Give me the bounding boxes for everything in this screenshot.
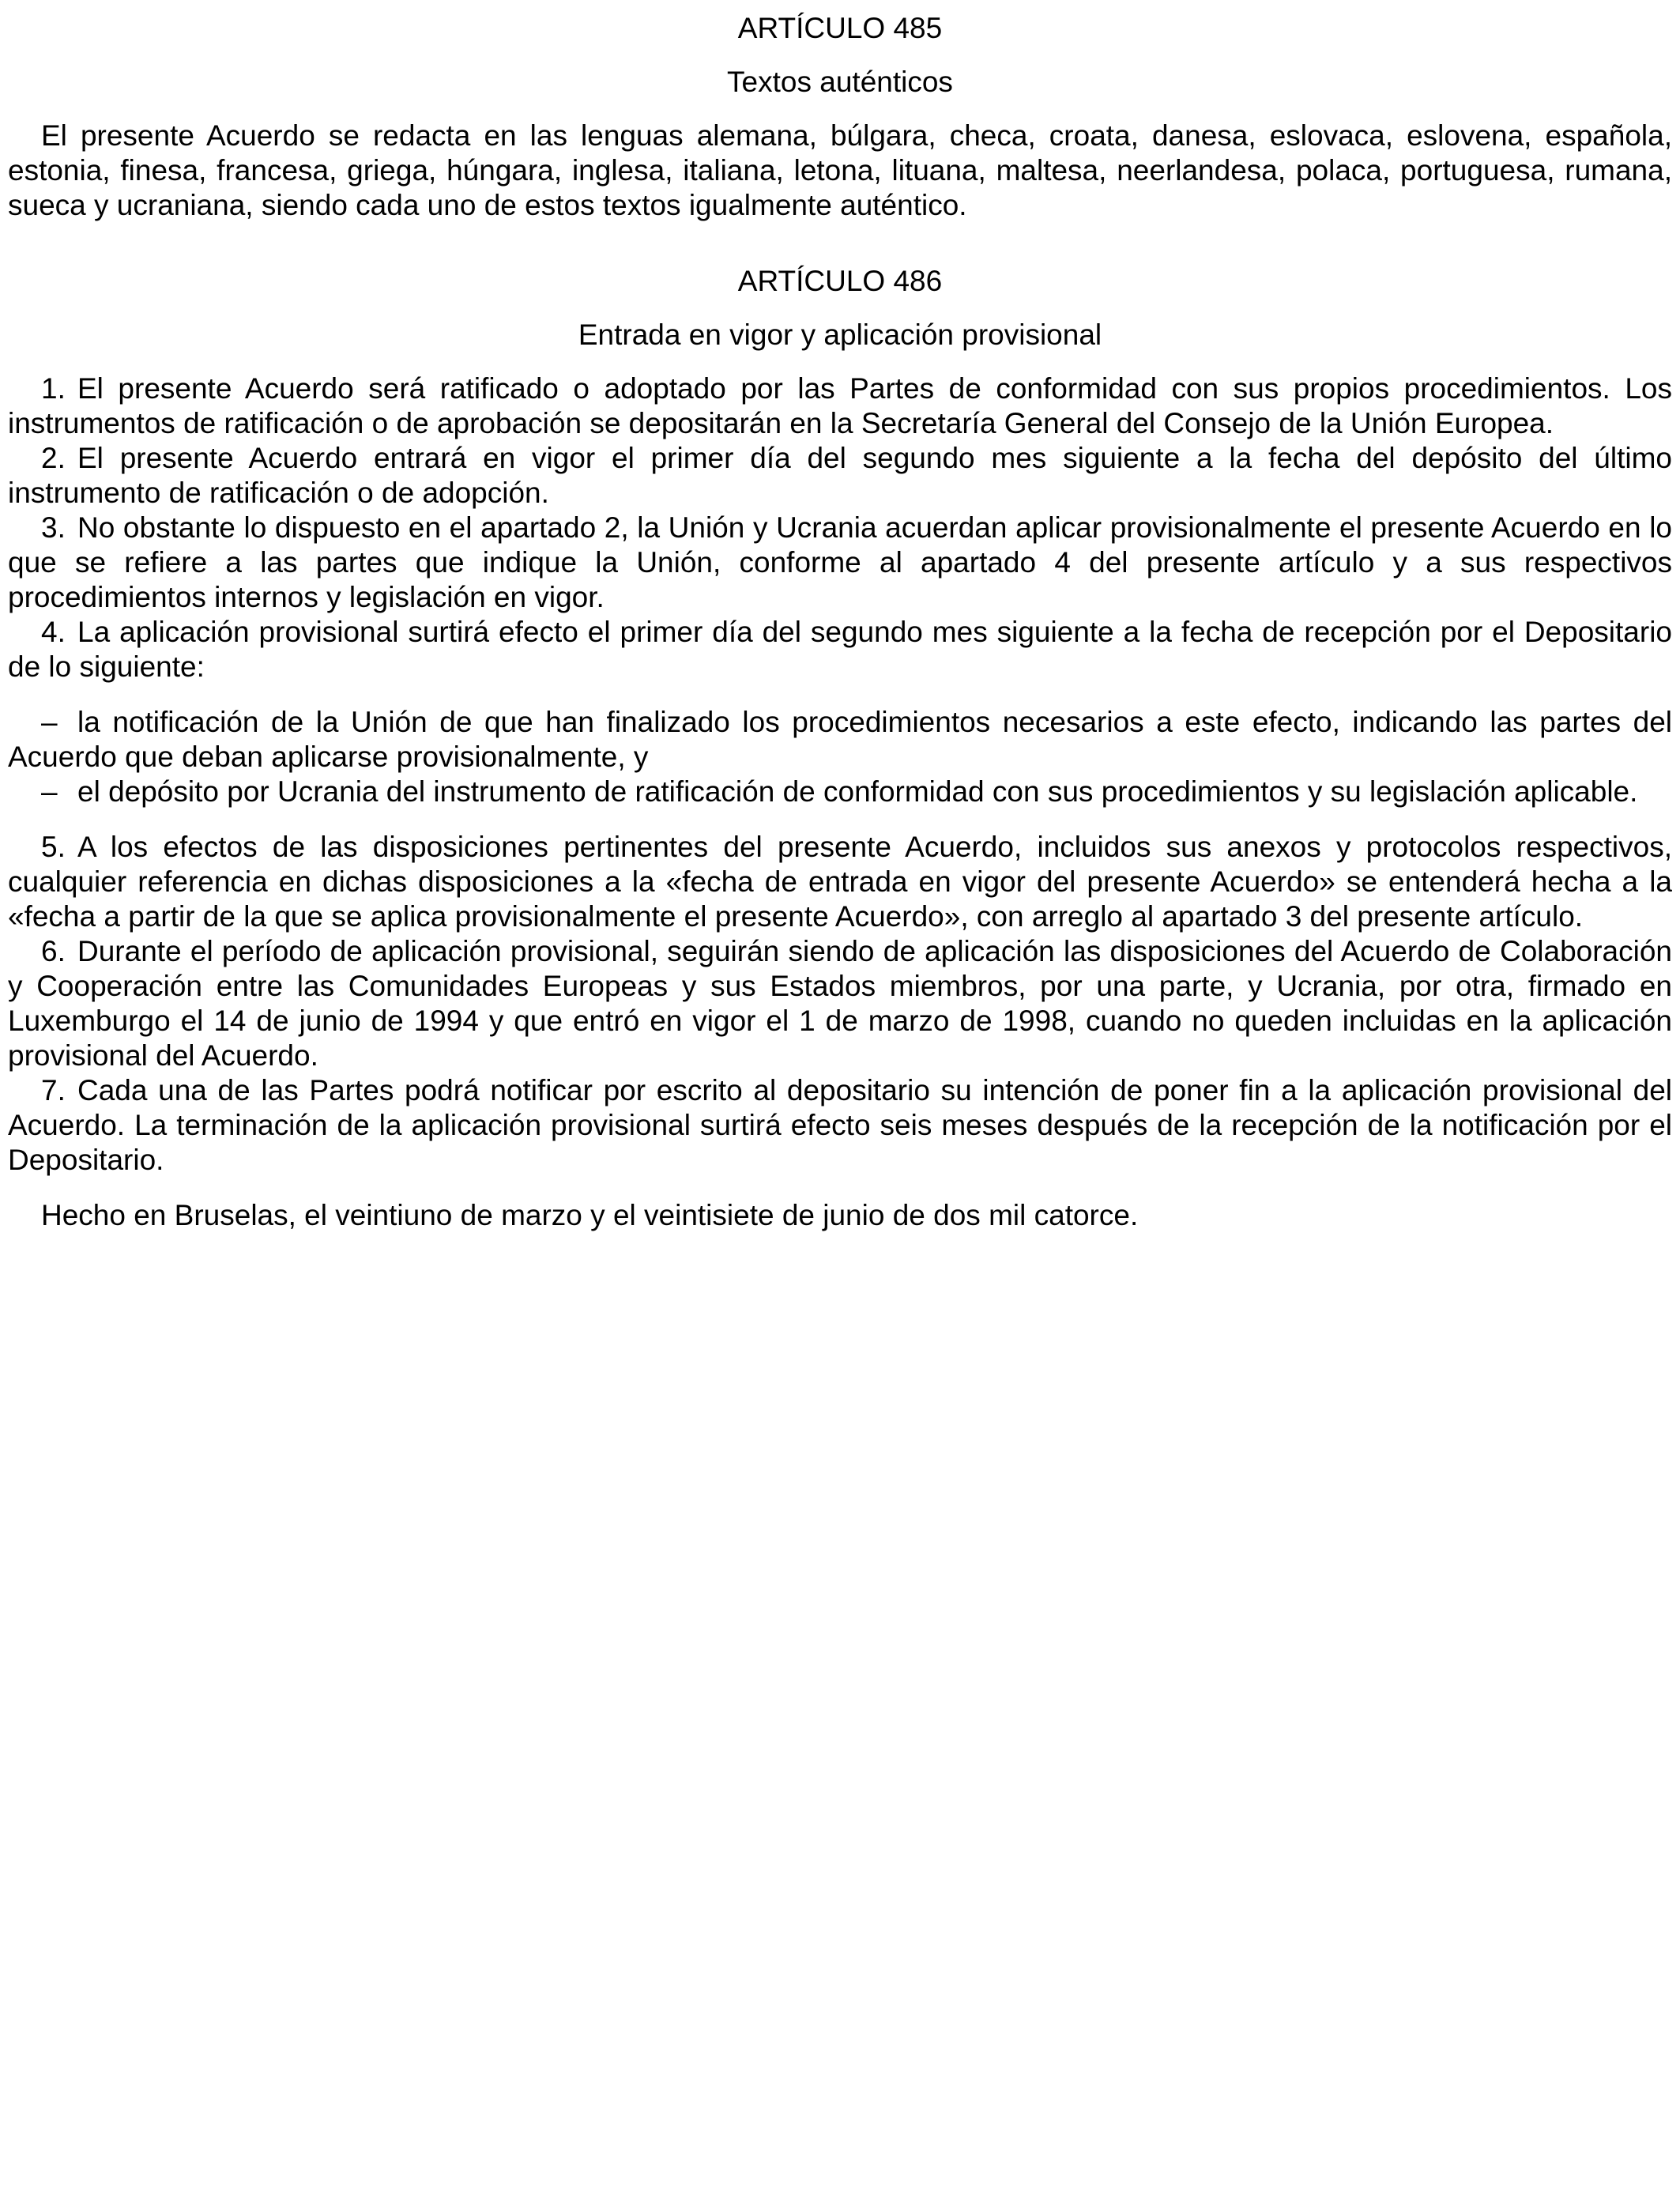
paragraph-number: 1. (41, 372, 66, 405)
numbered-paragraph-2 (8, 441, 1672, 511)
paragraph-number: 4. (41, 616, 66, 648)
paragraph-text: el depósito por Ucrania del instrumento de ratificación de conformidad con sus procedimientos y su legislación aplicable. (77, 775, 1638, 808)
article-485-subheading: Textos auténticos (727, 66, 953, 98)
article-486-subheading: Entrada en vigor y aplicación provisional (578, 319, 1102, 351)
paragraph-number: 5. (41, 831, 66, 863)
numbered-paragraph-3 (8, 511, 1672, 615)
article-485-heading: ARTÍCULO 485 (737, 12, 943, 44)
numbered-paragraph-7 (8, 1073, 1672, 1178)
article-486-heading: ARTÍCULO 486 (737, 265, 943, 297)
numbered-paragraph-6 (8, 934, 1672, 1073)
paragraph-number: 2. (41, 442, 66, 474)
dash-marker: – (41, 775, 58, 808)
paragraph-number: 3. (41, 511, 66, 544)
closing-line: Hecho en Bruselas, el veintiuno de marzo y el veintisiete de junio de dos mil catorce. (41, 1199, 1139, 1231)
paragraph-text: El presente Acuerdo entrará en vigor el primer día del segundo mes siguiente a la fecha del depósito del último instrumento de ratificación o de adopción. (8, 442, 1672, 509)
dash-item-1 (8, 705, 1672, 775)
paragraph-text: La aplicación provisional surtirá efecto el primer día del segundo mes siguiente a la fecha de recepción por el Depositario de lo siguiente: (8, 616, 1672, 683)
numbered-paragraph-4 (8, 615, 1672, 684)
dash-marker: – (41, 706, 58, 738)
paragraph-text: Durante el período de aplicación provisional, seguirán siendo de aplicación las disposiciones del Acuerdo de Colaboración y Cooperación entre las Comunidades Europeas y sus Estados miembros, por una parte, y Ucrania, por otra, firmado en Luxemburgo el 14 de junio de 1994 y que entró en vigor el 1 de marzo de 1998, cuando no queden incluidas en la aplicación provisional del Acuerdo. (8, 935, 1672, 1072)
paragraph-text: la notificación de la Unión de que han finalizado los procedimientos necesarios a este efecto, indicando las partes del Acuerdo que deban aplicarse provisionalmente, y (8, 706, 1672, 773)
paragraph-text: Cada una de las Partes podrá notificar por escrito al depositario su intención de poner fin a la aplicación provisional del Acuerdo. La terminación de la aplicación provisional surtirá efecto seis meses después de la recepción de la notificación por el Depositario. (8, 1074, 1672, 1176)
article-485-paragraph: El presente Acuerdo se redacta en las lenguas alemana, búlgara, checa, croata, danesa, eslovaca, eslovena, española, estonia, finesa, francesa, griega, húngara, inglesa, italiana, letona, lituana, maltesa, neerlandesa, polaca, portuguesa, rumana, sueca y ucraniana, siendo cada uno de estos textos igualmente auténtico. (8, 119, 1672, 221)
paragraph-text: No obstante lo dispuesto en el apartado 2, la Unión y Ucrania acuerdan aplicar provisionalmente el presente Acuerdo en lo que se refiere a las partes que indique la Unión, conforme al apartado 4 del presente artículo y a sus respectivos procedimientos internos y legislación en vigor. (8, 511, 1672, 613)
paragraph-number: 6. (41, 935, 66, 967)
paragraph-text: El presente Acuerdo será ratificado o adoptado por las Partes de conformidad con sus propios procedimientos. Los instrumentos de ratificación o de aprobación se depositarán en la Secretaría General del Consejo de la Unión Europea. (8, 372, 1672, 439)
dash-item-2 (8, 775, 1672, 809)
paragraph-number: 7. (41, 1074, 66, 1106)
paragraph-text: A los efectos de las disposiciones pertinentes del presente Acuerdo, incluidos sus anexos y protocolos respectivos, cualquier referencia en dichas disposiciones a la «fecha de entrada en vigor del presente Acuerdo» se entenderá hecha a la «fecha a partir de la que se aplica provisionalmente el presente Acuerdo», con arreglo al apartado 3 del presente artículo. (8, 831, 1672, 933)
numbered-paragraph-1 (8, 371, 1672, 441)
numbered-paragraph-5 (8, 830, 1672, 934)
